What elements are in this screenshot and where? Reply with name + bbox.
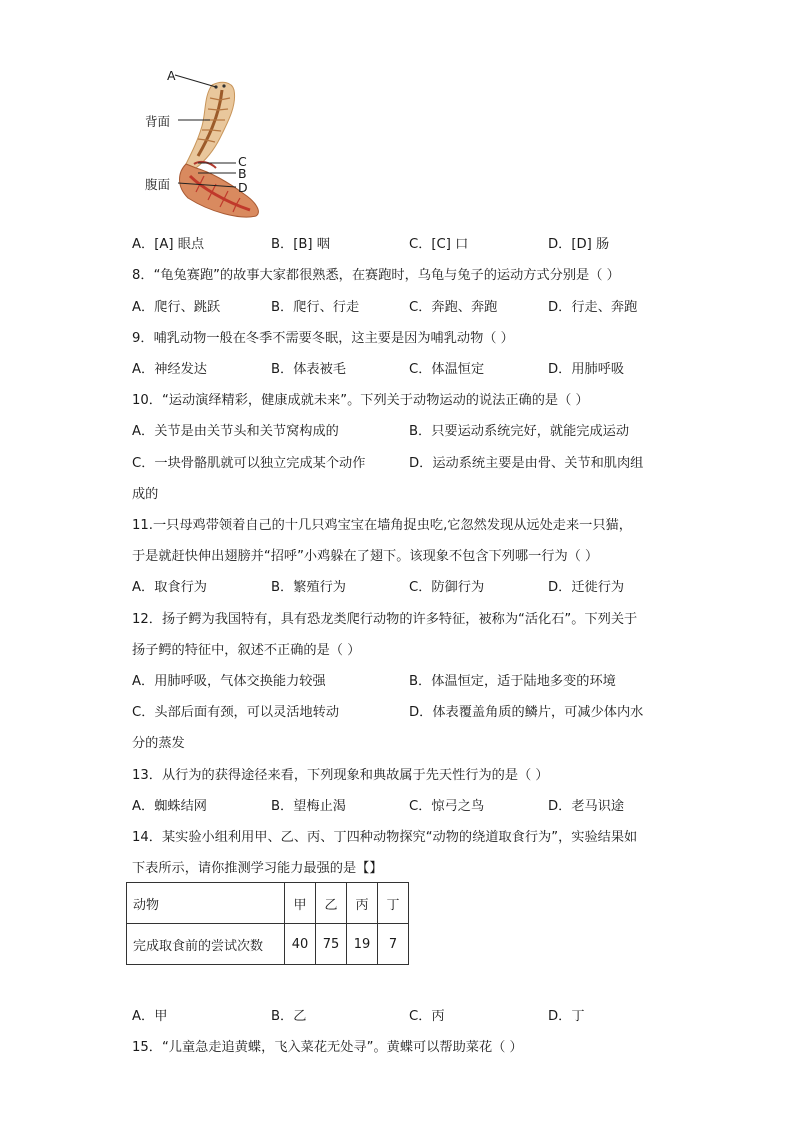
q10-option-d: D．运动系统主要是由骨、关节和肌肉组 bbox=[409, 456, 644, 471]
q14-option-b: B．乙 bbox=[271, 1009, 307, 1024]
q11-option-b: B．繁殖行为 bbox=[271, 580, 346, 595]
q9-stem: 9．哺乳动物一般在冬季不需要冬眠，这主要是因为哺乳动物（ ） bbox=[132, 331, 514, 346]
q9-option-b: B．体表被毛 bbox=[271, 362, 346, 377]
q7-option-c: C．[C] 口 bbox=[409, 237, 469, 252]
q13-option-b: B．望梅止渴 bbox=[271, 799, 346, 814]
q14-option-d: D．丁 bbox=[548, 1009, 585, 1024]
table-cell: 75 bbox=[316, 924, 347, 965]
table-cell: 40 bbox=[285, 924, 316, 965]
q14-option-c: C．丙 bbox=[409, 1009, 445, 1024]
q14-stem-line1: 14．某实验小组利用甲、乙、丙、丁四种动物探究“动物的绕道取食行为”，实验结果如 bbox=[132, 830, 638, 845]
table-header-row bbox=[127, 883, 409, 924]
q12-option-b: B．体温恒定，适于陆地多变的环境 bbox=[409, 674, 616, 689]
q8-option-c: C．奔跑、奔跑 bbox=[409, 300, 498, 315]
table-cell: 乙 bbox=[316, 883, 347, 924]
q10-stem: 10．“运动演绎精彩，健康成就未来”。下列关于动物运动的说法正确的是（ ） bbox=[132, 393, 589, 408]
q11-stem-line1: 11.一只母鸡带领着自己的十几只鸡宝宝在墙角捉虫吃,它忽然发现从远处走来一只猫， bbox=[132, 518, 632, 533]
q13-option-a: A．蜘蛛结网 bbox=[132, 799, 207, 814]
q7-option-a: A．[A] 眼点 bbox=[132, 237, 205, 252]
q14-stem-line2: 下表所示，请你推测学习能力最强的是【】 bbox=[132, 861, 383, 876]
q14-option-a: A．甲 bbox=[132, 1009, 168, 1024]
q10-option-a: A．关节是由关节头和关节窝构成的 bbox=[132, 424, 339, 439]
table-cell: 丙 bbox=[347, 883, 378, 924]
q15-stem: 15．“儿童急走追黄蝶，飞入菜花无处寻”。黄蝶可以帮助菜花（ ） bbox=[132, 1040, 523, 1055]
q8-stem: 8．“龟兔赛跑”的故事大家都很熟悉，在赛跑时，乌龟与兔子的运动方式分别是（ ） bbox=[132, 268, 620, 283]
planarian-illustration bbox=[140, 60, 280, 230]
q13-option-d: D．老马识途 bbox=[548, 799, 625, 814]
table-cell: 19 bbox=[347, 924, 378, 965]
q11-option-a: A．取食行为 bbox=[132, 580, 207, 595]
q10-option-b: B．只要运动系统完好，就能完成运动 bbox=[409, 424, 630, 439]
q13-option-c: C．惊弓之鸟 bbox=[409, 799, 485, 814]
q12-option-c: C．头部后面有颈，可以灵活地转动 bbox=[132, 705, 340, 720]
q12-option-d: D．体表覆盖角质的鳞片，可减少体内水 bbox=[409, 705, 644, 720]
q7-option-b: B．[B] 咽 bbox=[271, 237, 330, 252]
q9-option-c: C．体温恒定 bbox=[409, 362, 485, 377]
table-cell: 完成取食前的尝试次数 bbox=[127, 924, 285, 965]
q12-stem-line1: 12．扬子鳄为我国特有，具有恐龙类爬行动物的许多特征，被称为“活化石”。下列关于 bbox=[132, 612, 638, 627]
q12-continuation: 分的蒸发 bbox=[132, 736, 185, 751]
table-cell: 丁 bbox=[378, 883, 409, 924]
table-cell: 动物 bbox=[127, 883, 285, 924]
q11-option-d: D．迁徙行为 bbox=[548, 580, 625, 595]
animal-diagram bbox=[140, 60, 280, 230]
q8-option-d: D．行走、奔跑 bbox=[548, 300, 638, 315]
q11-option-c: C．防御行为 bbox=[409, 580, 485, 595]
label-back: 背面 bbox=[145, 114, 171, 129]
label-c: C bbox=[238, 154, 247, 169]
label-belly: 腹面 bbox=[145, 177, 171, 192]
q12-option-a: A．用肺呼吸，气体交换能力较强 bbox=[132, 674, 326, 689]
label-b: B bbox=[238, 166, 247, 181]
q10-continuation: 成的 bbox=[132, 487, 159, 502]
q9-option-a: A．神经发达 bbox=[132, 362, 207, 377]
table-cell: 7 bbox=[378, 924, 409, 965]
label-a: A bbox=[167, 68, 176, 83]
experiment-table bbox=[126, 882, 409, 965]
q12-stem-line2: 扬子鳄的特征中，叙述不正确的是（ ） bbox=[132, 643, 361, 658]
q11-stem-line2: 于是就赶快伸出翅膀并“招呼”小鸡躲在了翅下。该现象不包含下列哪一行为（ ） bbox=[132, 549, 599, 564]
q7-option-d: D．[D] 肠 bbox=[548, 237, 610, 252]
table-cell: 甲 bbox=[285, 883, 316, 924]
q9-option-d: D．用肺呼吸 bbox=[548, 362, 625, 377]
q8-option-b: B．爬行、行走 bbox=[271, 300, 360, 315]
q10-option-c: C．一块骨骼肌就可以独立完成某个动作 bbox=[132, 456, 366, 471]
table-row bbox=[127, 924, 409, 965]
q8-option-a: A．爬行、跳跃 bbox=[132, 300, 221, 315]
label-d: D bbox=[238, 180, 248, 195]
q13-stem: 13．从行为的获得途径来看，下列现象和典故属于先天性行为的是（ ） bbox=[132, 768, 549, 783]
